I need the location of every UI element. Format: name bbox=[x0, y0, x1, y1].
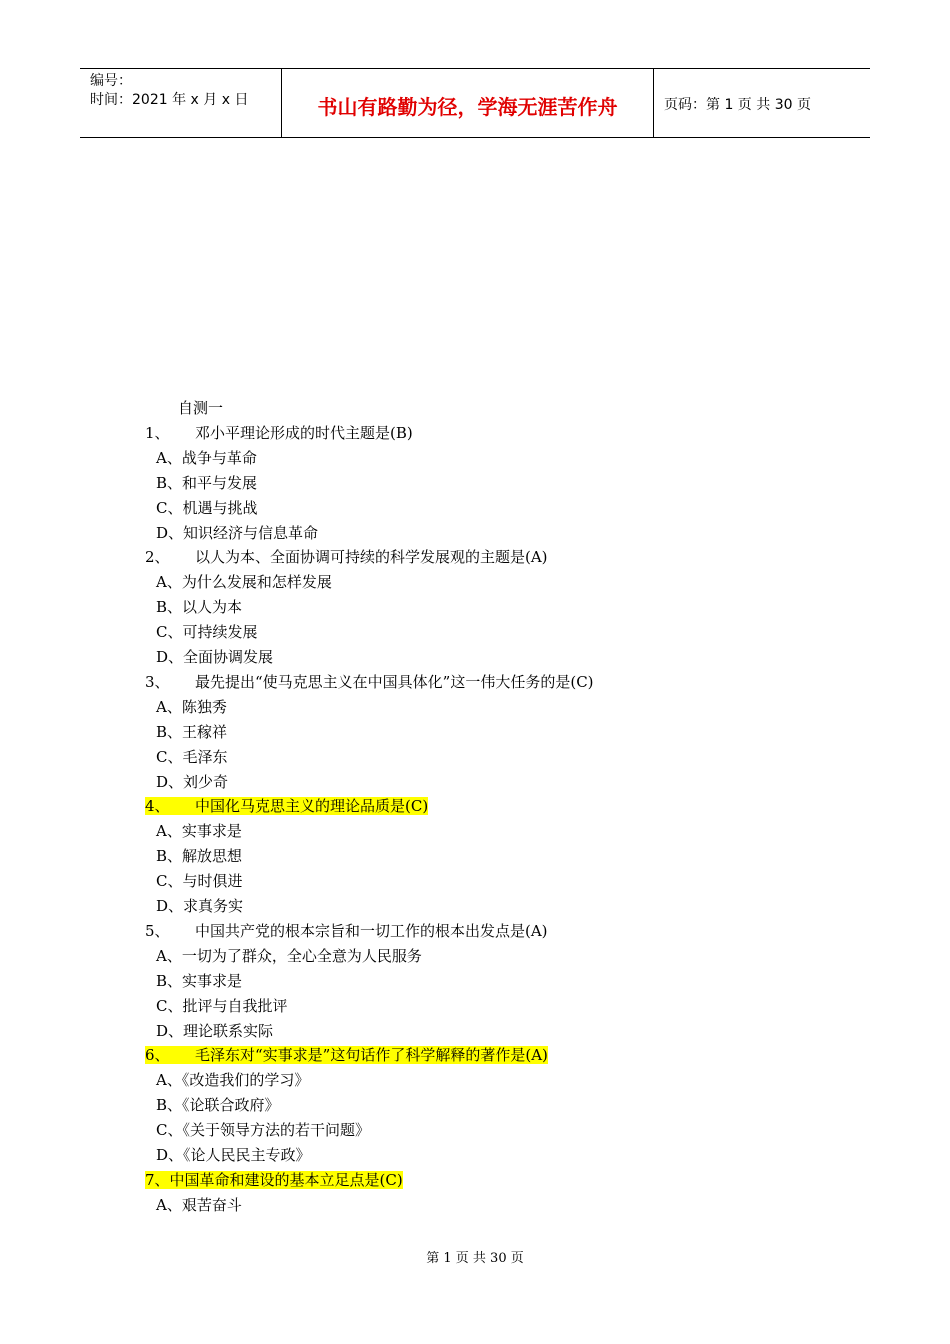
question-text: 中国革命和建设的基本立足点是(C) bbox=[169, 1170, 403, 1189]
option-line: C、毛泽东 bbox=[156, 747, 228, 766]
question-text: 中国化马克思主义的理论品质是(C) bbox=[195, 797, 429, 816]
option-line: A、《改造我们的学习》 bbox=[156, 1071, 310, 1090]
option-line: A、战争与革命 bbox=[156, 448, 257, 467]
option-line: A、为什么发展和怎样发展 bbox=[156, 573, 332, 592]
option-line: B、《论联合政府》 bbox=[156, 1096, 280, 1115]
question-text-wrap bbox=[145, 548, 548, 566]
option-line: D、刘少奇 bbox=[156, 772, 229, 791]
option-line: B、以人为本 bbox=[156, 598, 243, 617]
question-number: 6、 bbox=[145, 1046, 170, 1065]
option-line: C、《关于领导方法的若干问题》 bbox=[156, 1121, 370, 1140]
question-text-wrap bbox=[145, 673, 594, 691]
option-line: A、艰苦奋斗 bbox=[156, 1195, 242, 1214]
option-line: D、理论联系实际 bbox=[156, 1021, 274, 1040]
question-number: 1、 bbox=[145, 423, 170, 442]
page-info: 页码：第 1 页 共 30 页 bbox=[664, 97, 811, 113]
question-line bbox=[145, 796, 428, 816]
option-line: C、批评与自我批评 bbox=[156, 996, 288, 1015]
number-label: 编号： bbox=[90, 73, 132, 89]
question-number: 2、 bbox=[145, 548, 170, 567]
question-number: 7、 bbox=[145, 1170, 170, 1189]
question-line bbox=[145, 1045, 548, 1065]
option-line: A、陈独秀 bbox=[156, 697, 227, 716]
motto: 书山有路勤为径，学海无涯苦作舟 bbox=[317, 95, 618, 119]
question-text-wrap bbox=[145, 797, 428, 815]
question-number: 4、 bbox=[145, 797, 170, 816]
section-title: 自测一 bbox=[178, 399, 224, 417]
question-text: 以人为本、全面协调可持续的科学发展观的主题是(A) bbox=[195, 548, 548, 567]
option-line: C、可持续发展 bbox=[156, 623, 258, 642]
option-line: C、机遇与挑战 bbox=[156, 498, 258, 517]
option-line: B、王稼祥 bbox=[156, 722, 228, 741]
option-line: B、实事求是 bbox=[156, 971, 243, 990]
question-number: 5、 bbox=[145, 921, 170, 940]
time-label: 时间：2021 年 x 月 x 日 bbox=[90, 92, 249, 108]
question-text-wrap bbox=[145, 922, 548, 940]
question-text: 邓小平理论形成的时代主题是(B) bbox=[195, 423, 413, 442]
option-line: B、解放思想 bbox=[156, 847, 243, 866]
question-text-wrap bbox=[145, 1171, 403, 1189]
question-line bbox=[145, 921, 548, 941]
option-line: A、一切为了群众，全心全意为人民服务 bbox=[156, 946, 422, 965]
question-line bbox=[145, 672, 594, 692]
option-line: D、求真务实 bbox=[156, 897, 244, 915]
question-line bbox=[145, 423, 413, 443]
option-line: D、《论人民民主专政》 bbox=[156, 1146, 311, 1164]
option-line: A、实事求是 bbox=[156, 822, 242, 841]
header-middle-cell bbox=[282, 69, 654, 137]
question-line bbox=[145, 547, 548, 567]
header-left-cell bbox=[80, 69, 282, 137]
option-line: C、与时俱进 bbox=[156, 872, 243, 891]
option-line: D、知识经济与信息革命 bbox=[156, 523, 319, 542]
question-line bbox=[145, 1170, 403, 1190]
question-text: 最先提出“使马克思主义在中国具体化”这一伟大任务的是(C) bbox=[195, 672, 594, 691]
question-text: 毛泽东对“实事求是”这句话作了科学解释的著作是(A) bbox=[195, 1046, 548, 1065]
header-table bbox=[80, 68, 870, 138]
option-line: D、全面协调发展 bbox=[156, 648, 274, 666]
option-line: B、和平与发展 bbox=[156, 473, 258, 492]
question-text: 中国共产党的根本宗旨和一切工作的根本出发点是(A) bbox=[195, 921, 548, 940]
question-number: 3、 bbox=[145, 672, 170, 691]
header-right-cell bbox=[654, 69, 870, 137]
page-footer: 第 1 页 共 30 页 bbox=[426, 1251, 524, 1266]
question-text-wrap bbox=[145, 1046, 548, 1064]
question-text-wrap bbox=[145, 424, 413, 442]
